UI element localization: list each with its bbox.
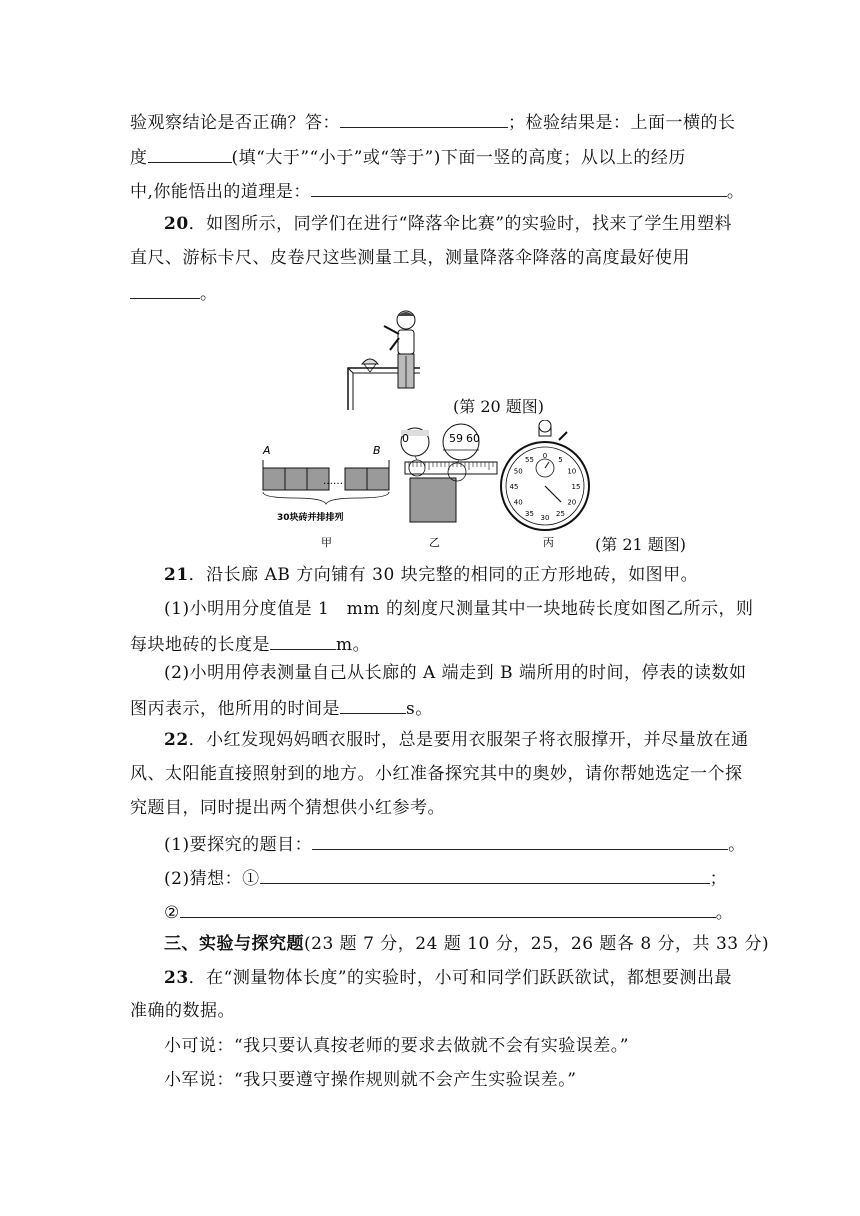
q21-text: 图丙表示，他所用的时间是 xyxy=(130,699,340,719)
q19-line-2 xyxy=(130,144,686,170)
q19-text: 度 xyxy=(130,148,148,168)
q22-text: 。 xyxy=(728,835,746,855)
q21-line-2 xyxy=(164,597,753,621)
q21-text: (2)小明用停表测量自己从长廊的 A 端走到 B 端所用的时间，停表的读数如 xyxy=(164,663,747,683)
q20-text: ．如图所示，同学们在进行“降落伞比赛”的实验时，找来了学生用塑料 xyxy=(188,214,733,234)
dial-number: 10 xyxy=(567,467,577,476)
section-3-heading xyxy=(164,932,769,956)
q19-text: 中,你能悟出的道理是： xyxy=(130,182,311,202)
question-number: 22 xyxy=(164,730,189,750)
q23-text: 准确的数据。 xyxy=(130,1001,235,1021)
brick-block xyxy=(410,478,456,522)
q19-text: 验观察结论是否正确？答： xyxy=(130,113,340,133)
stopwatch xyxy=(501,420,589,530)
q23-line-3 xyxy=(164,1034,629,1058)
figure-21-caption: (第 21 题图) xyxy=(595,535,687,554)
q22-text: 风、太阳能直接照射到的地方。小红准备探究其中的奥妙，请你帮她选定一个探 xyxy=(130,764,743,784)
figure-20-parachute xyxy=(340,306,450,412)
q21-text: s。 xyxy=(406,699,433,719)
ruler-zero: 0 xyxy=(402,432,409,445)
q22-text: 究题目，同时提出两个猜想供小红参考。 xyxy=(130,798,445,818)
ruler-59: 59 xyxy=(449,432,463,445)
q22-line-3 xyxy=(130,796,445,820)
q20-line-3 xyxy=(130,280,218,306)
section-points: (23 题 7 分，24 题 10 分，25，26 题各 8 分，共 33 分) xyxy=(304,934,770,954)
q21-text: (1)小明用分度值是 1 mm 的刻度尺测量其中一块地砖长度如图乙所示，则 xyxy=(164,599,754,619)
dial-number: 45 xyxy=(509,483,519,491)
answer-blank[interactable] xyxy=(180,899,716,918)
ruler xyxy=(405,462,497,474)
q21-line-3 xyxy=(130,631,370,657)
dial-number: 25 xyxy=(556,509,565,518)
answer-blank[interactable] xyxy=(311,178,727,197)
figure-21-measurement xyxy=(255,420,595,552)
label-bing: 丙 xyxy=(543,536,554,549)
q23-line-2 xyxy=(130,999,235,1023)
answer-blank[interactable] xyxy=(312,831,728,850)
q20-line-2 xyxy=(130,246,690,270)
q23-text: 小军说：“我只要遵守操作规则就不会产生实验误差。” xyxy=(164,1070,577,1090)
q20-text: 直尺、游标卡尺、皮卷尺这些测量工具，测量降落伞降落的高度最好使用 xyxy=(130,248,690,268)
q22-text: (2)猜想：① xyxy=(164,869,260,889)
q21-line-5 xyxy=(130,695,433,721)
question-number: 23 xyxy=(164,968,189,988)
q22-line-1 xyxy=(164,728,749,752)
q20-text: 。 xyxy=(200,284,218,304)
q22-text: (1)要探究的题目： xyxy=(164,835,313,855)
q23-line-4 xyxy=(164,1068,576,1092)
answer-blank[interactable] xyxy=(260,865,710,884)
q23-line-1 xyxy=(164,966,732,990)
dial-number: 20 xyxy=(567,498,577,507)
q22-text: ．小红发现妈妈晒衣服时，总是要用衣服架子将衣服撑开，并尽量放在通 xyxy=(188,730,749,750)
dial-number: 15 xyxy=(571,483,581,491)
answer-blank[interactable] xyxy=(130,280,200,299)
label-yi: 乙 xyxy=(429,536,440,549)
q23-text: 小可说：“我只要认真按老师的要求去做就不会有实验误差。” xyxy=(164,1036,629,1056)
q21-text: 每块地砖的长度是 xyxy=(130,635,270,655)
q22-line-6 xyxy=(164,899,733,925)
q19-text: 。 xyxy=(726,182,745,202)
q20-line-1 xyxy=(164,212,732,236)
q19-text: (填“大于”“小于”或“等于”)下面一竖的高度；从以上的经历 xyxy=(231,148,686,168)
q21-line-1 xyxy=(164,563,698,587)
q19-line-1 xyxy=(130,109,736,135)
q21-text: ．沿长廊 AB 方向铺有 30 块完整的相同的正方形地砖，如图甲。 xyxy=(188,565,699,585)
label-a: A xyxy=(263,444,271,457)
question-number: 21 xyxy=(164,565,189,585)
dial-number: 5 xyxy=(558,456,563,465)
q22-text: ② xyxy=(164,903,180,923)
dial-number: 0 xyxy=(542,452,548,460)
figure-20-caption: (第 20 题图) xyxy=(453,397,545,416)
q19-line-3 xyxy=(130,178,744,204)
q22-line-5 xyxy=(164,865,727,891)
answer-blank[interactable] xyxy=(270,631,336,650)
dial-number: 30 xyxy=(540,514,550,522)
dial-number: 50 xyxy=(513,467,523,476)
question-number: 20 xyxy=(164,214,189,234)
dots: …… xyxy=(323,476,343,487)
dial-number: 35 xyxy=(525,509,534,518)
dial-number: 55 xyxy=(525,456,534,465)
q22-text: 。 xyxy=(715,903,734,923)
dial-number: 40 xyxy=(513,498,523,507)
answer-blank[interactable] xyxy=(340,695,406,714)
q21-line-4 xyxy=(164,661,746,685)
label-b: B xyxy=(373,444,381,457)
label-jia: 甲 xyxy=(321,536,332,549)
brick-note: 30块砖并排排列 xyxy=(277,513,344,523)
answer-blank[interactable] xyxy=(340,109,508,128)
q22-line-4 xyxy=(164,831,746,857)
q22-text: ； xyxy=(709,869,728,889)
q19-text: ；检验结果是：上面一横的长 xyxy=(508,113,736,133)
section-title: 三、实验与探究题 xyxy=(164,934,304,954)
q22-line-2 xyxy=(130,762,743,786)
q23-text: ．在“测量物体长度”的实验时，小可和同学们跃跃欲试，都想要测出最 xyxy=(188,968,733,988)
answer-blank[interactable] xyxy=(148,144,232,163)
ruler-60: 60 xyxy=(466,432,480,445)
q21-text: m。 xyxy=(336,635,371,655)
